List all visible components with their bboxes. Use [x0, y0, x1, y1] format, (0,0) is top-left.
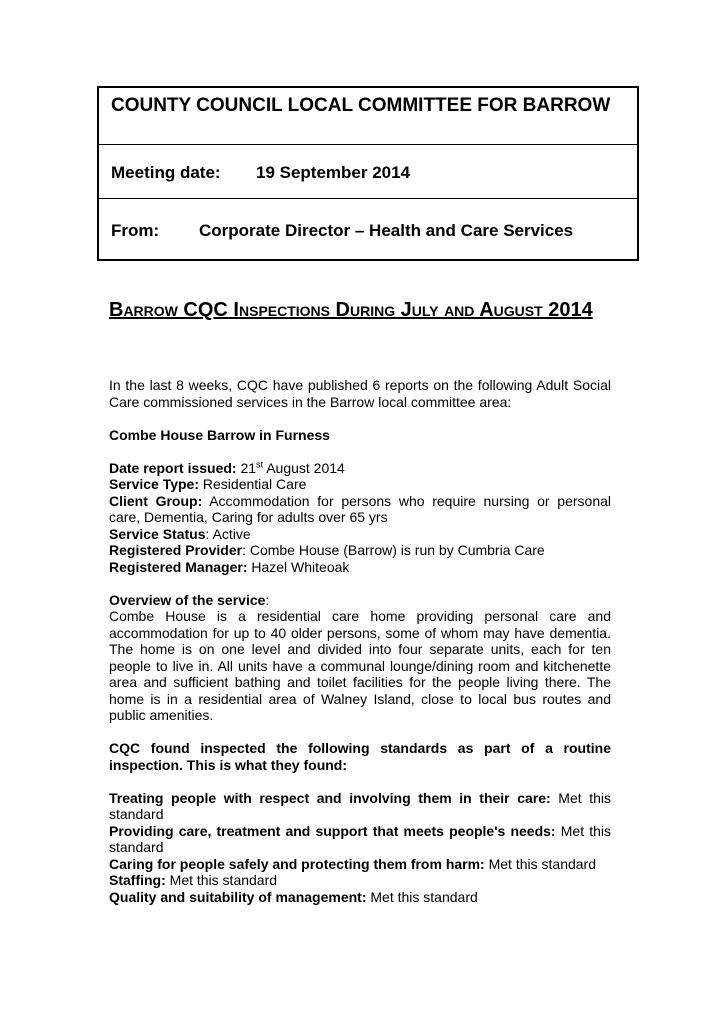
registered-manager: Registered Manager: Hazel Whiteoak [109, 558, 350, 575]
registered-provider: Registered Provider: Combe House (Barrow) is run by Cumbria Care [109, 542, 545, 558]
date-label: Date report issued: [109, 459, 237, 476]
service-name: Combe House Barrow in Furness [109, 426, 330, 443]
meeting-date-label: Meeting date: [111, 163, 221, 182]
standard-item: Staffing: Met this standard [109, 872, 278, 888]
from-row [99, 199, 637, 261]
meeting-date-row [99, 145, 637, 199]
standard-item: Providing care, treatment and support that meets people's needs: Met this standard [109, 822, 612, 855]
from-value: Corporate Director – Health and Care Services [199, 221, 574, 240]
document-body [109, 377, 611, 905]
date-report-issued [109, 460, 611, 477]
standard-item: Caring for people safely and protecting them from harm: Met this standard [109, 855, 596, 872]
intro-paragraph: In the last 8 weeks, CQC have published 6 reports on the following Adult Social Care commissioned services in the Barrow local committee area: [109, 377, 611, 410]
from-label: From: [111, 221, 160, 240]
committee-header-box [97, 86, 639, 261]
service-status: Service Status: Active [109, 525, 251, 542]
standard-item: Treating people with respect and involving them in their care: Met this standard [109, 789, 612, 822]
from-line [111, 221, 573, 241]
standard-item: Quality and suitability of management: Met this standard [109, 888, 478, 905]
committee-title: COUNTY COUNCIL LOCAL COMMITTEE FOR BARROW [111, 95, 611, 116]
overview-text: Combe House is a residential care home providing personal care and accommodation for up to 40 older persons, some of whom may have dementia. The home is on one level and divided into four separate units, each for ten people to live in. All units have a communal lounge/dining room and kitchenette area and sufficient bathing and toilet facilities for the people living there. The home is in a residential area of Walney Island, close to local bus routes and public amenities. [109, 608, 611, 723]
date-day: 21 [240, 459, 257, 476]
service-type: Service Type: Residential Care [109, 476, 307, 492]
date-rest: August 2014 [266, 459, 345, 476]
findings-intro: CQC found inspected the following standards as part of a routine inspection. This is what they found: [109, 740, 611, 773]
overview-heading: Overview of the service: [109, 591, 270, 608]
document-title [109, 297, 611, 323]
committee-row [99, 88, 637, 145]
document-title-text: Barrow CQC Inspections During July and August 2014 [109, 299, 593, 321]
date-suffix: st [256, 458, 264, 469]
client-group: Client Group: Accommodation for persons who require nursing or personal care, Dementia, Caring for adults over 65 yrs [109, 492, 611, 525]
meeting-date-value: 19 September 2014 [256, 163, 411, 182]
meeting-date [111, 163, 410, 183]
